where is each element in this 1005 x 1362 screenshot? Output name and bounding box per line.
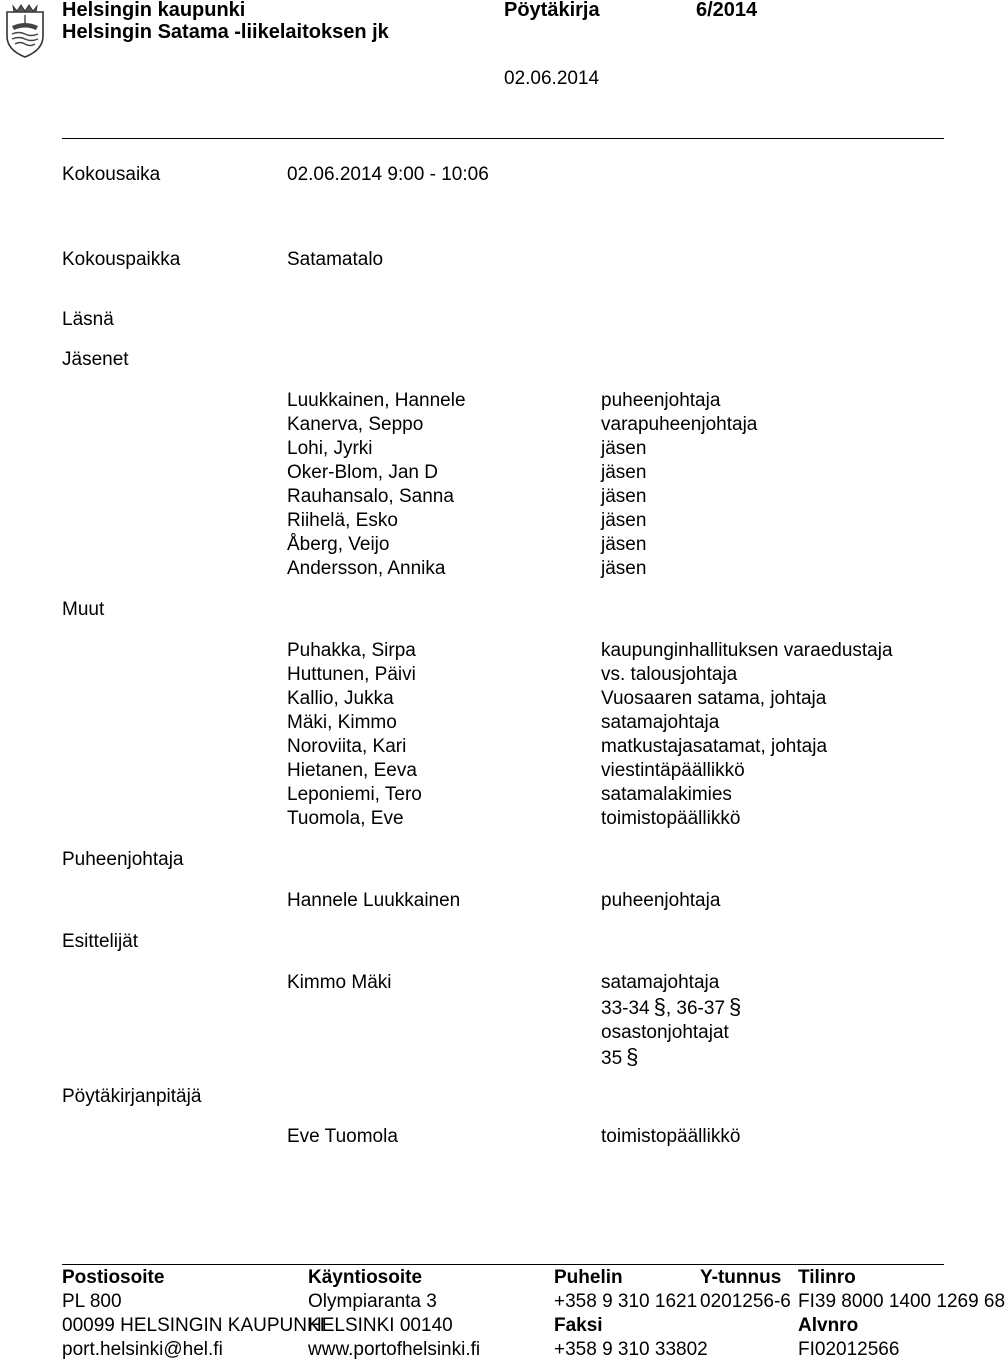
member-name: Riihelä, Esko	[287, 510, 398, 531]
footer-website: www.portofhelsinki.fi	[308, 1339, 481, 1360]
other-name: Puhakka, Sirpa	[287, 640, 416, 661]
unit-name: Helsingin Satama -liikelaitoksen jk	[62, 21, 389, 43]
meeting-place-label: Kokouspaikka	[62, 249, 181, 270]
member-role: jäsen	[601, 558, 647, 579]
footer-phone	[554, 1266, 708, 1362]
other-name: Mäki, Kimmo	[287, 712, 397, 733]
member-role: varapuheenjohtaja	[601, 414, 758, 435]
other-role: satamajohtaja	[601, 712, 720, 733]
members-roles	[601, 389, 757, 581]
other-name: Hietanen, Eeva	[287, 760, 417, 781]
chair-name: Hannele Luukkainen	[287, 890, 461, 911]
footer-business-id-value: 0201256-6	[700, 1291, 791, 1312]
other-name: Leponiemi, Tero	[287, 784, 422, 805]
footer-visit	[308, 1266, 480, 1362]
other-role: toimistopäällikkö	[601, 808, 741, 829]
footer-fax-heading: Faksi	[554, 1315, 603, 1336]
member-name: Lohi, Jyrki	[287, 438, 373, 459]
helsinki-crest-logo	[3, 2, 47, 58]
footer-email: port.helsinki@hel.fi	[62, 1339, 223, 1360]
section-sign-icon: §	[729, 994, 742, 1019]
present-label: Läsnä	[62, 309, 114, 330]
presenter-role: satamajohtaja	[601, 972, 720, 993]
others-names	[287, 639, 422, 831]
other-role: matkustajasatamat, johtaja	[601, 736, 828, 757]
footer-postal-heading: Postiosoite	[62, 1267, 165, 1288]
presenter-details	[601, 971, 741, 1071]
footer-postal	[62, 1266, 325, 1362]
presenter-role-2: osastonjohtajat	[601, 1022, 729, 1043]
other-name: Noroviita, Kari	[287, 736, 407, 757]
org-name: Helsingin kaupunki	[62, 0, 246, 21]
member-name: Oker-Blom, Jan D	[287, 462, 438, 483]
footer-phone-number: +358 9 310 1621	[554, 1291, 698, 1312]
member-name: Kanerva, Seppo	[287, 414, 424, 435]
member-role: jäsen	[601, 462, 647, 483]
other-name: Tuomola, Eve	[287, 808, 404, 829]
presenter-sections-line-2	[601, 1045, 741, 1071]
chair-role: puheenjohtaja	[601, 890, 721, 911]
footer-account-heading: Tilinro	[798, 1267, 856, 1288]
meeting-place-value: Satamatalo	[287, 249, 384, 270]
footer-vat-heading: Alvnro	[798, 1315, 859, 1336]
footer-business-id	[700, 1266, 791, 1314]
secretary-role: toimistopäällikkö	[601, 1126, 741, 1147]
document-number: 6/2014	[696, 0, 758, 21]
secretary-label: Pöytäkirjanpitäjä	[62, 1086, 202, 1107]
footer-business-id-heading: Y-tunnus	[700, 1267, 782, 1288]
meeting-time-label: Kokousaika	[62, 164, 161, 185]
footer-phone-heading: Puhelin	[554, 1267, 623, 1288]
other-name: Huttunen, Päivi	[287, 664, 416, 685]
member-role: jäsen	[601, 438, 647, 459]
other-role: vs. talousjohtaja	[601, 664, 738, 685]
presenter-sections-extra: , 36-37	[665, 998, 726, 1019]
section-sign-icon: §	[626, 1044, 639, 1069]
other-role: Vuosaaren satama, johtaja	[601, 688, 827, 709]
section-sign-icon: §	[653, 994, 666, 1019]
footer-fax-number: +358 9 310 33802	[554, 1339, 708, 1360]
footer-vat-number: FI02012566	[798, 1339, 900, 1360]
footer-account-number: FI39 8000 1400 1269 68	[798, 1291, 1005, 1312]
presenter-sections-line	[601, 995, 741, 1021]
chair-label: Puheenjohtaja	[62, 849, 184, 870]
footer-visit-street: Olympiaranta 3	[308, 1291, 437, 1312]
other-role: viestintäpäällikkö	[601, 760, 745, 781]
other-name: Kallio, Jukka	[287, 688, 394, 709]
presenters-label: Esittelijät	[62, 931, 139, 952]
other-role: satamalakimies	[601, 784, 732, 805]
member-role: jäsen	[601, 510, 647, 531]
document-date: 02.06.2014	[504, 68, 600, 89]
members-names	[287, 389, 466, 581]
presenter-sections: 33-34	[601, 998, 650, 1019]
member-name: Åberg, Veijo	[287, 534, 390, 555]
meeting-time-value: 02.06.2014 9:00 - 10:06	[287, 164, 489, 185]
footer-postal-city: 00099 HELSINGIN KAUPUNKI	[62, 1315, 325, 1336]
header-divider	[62, 138, 944, 139]
footer-account	[798, 1266, 1005, 1362]
member-role: jäsen	[601, 534, 647, 555]
members-label: Jäsenet	[62, 349, 129, 370]
footer-visit-city: HELSINKI 00140	[308, 1315, 453, 1336]
footer-visit-heading: Käyntiosoite	[308, 1267, 423, 1288]
others-label: Muut	[62, 599, 105, 620]
presenter-name: Kimmo Mäki	[287, 972, 392, 993]
footer-divider	[62, 1264, 944, 1265]
footer-postal-box: PL 800	[62, 1291, 122, 1312]
member-role: jäsen	[601, 486, 647, 507]
member-role: puheenjohtaja	[601, 390, 721, 411]
other-role: kaupunginhallituksen varaedustaja	[601, 640, 893, 661]
member-name: Andersson, Annika	[287, 558, 446, 579]
member-name: Luukkainen, Hannele	[287, 390, 466, 411]
secretary-name: Eve Tuomola	[287, 1126, 398, 1147]
member-name: Rauhansalo, Sanna	[287, 486, 454, 507]
presenter-sections-2: 35	[601, 1048, 623, 1069]
others-roles	[601, 639, 893, 831]
document-type: Pöytäkirja	[504, 0, 600, 21]
